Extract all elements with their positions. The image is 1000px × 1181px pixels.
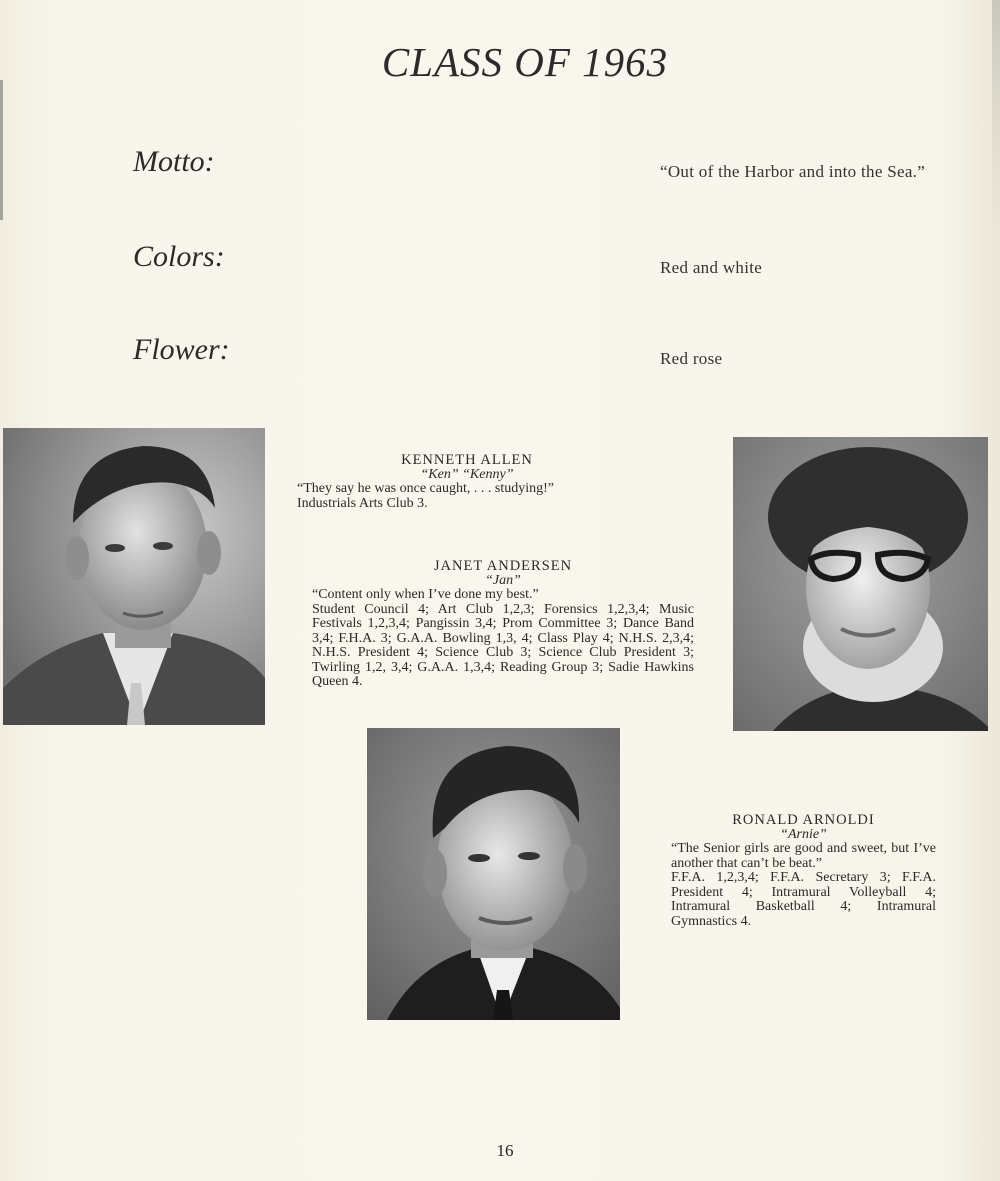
binding-mark [0,80,3,220]
senior-name: KENNETH ALLEN [401,452,533,468]
senior-entry [312,559,694,690]
senior-portrait-photo [3,428,265,725]
senior-quote: “They say he was once caught, . . . studying!” [297,481,554,496]
senior-activities: Industrials Arts Club 3. [297,495,428,511]
flower-value: Red rose [660,349,723,368]
colors-value: Red and white [660,258,763,277]
motto-label: Motto: [133,145,215,178]
page-edge [992,0,1000,1181]
flower-label: Flower: [133,333,230,366]
senior-quote: “The Senior girls are good and sweet, but I’ve another that can’t be beat.” [671,841,936,871]
senior-nickname: “Jan” [485,572,521,588]
page-number: 16 [496,1141,514,1160]
page-title: CLASS OF 1963 [381,39,669,85]
senior-entry [671,813,936,929]
senior-entry [297,453,637,511]
senior-portrait-photo [733,437,988,731]
motto-value: “Out of the Harbor and into the Sea.” [660,162,926,181]
senior-quote: “Content only when I’ve done my best.” [312,587,539,602]
senior-activities: F.F.A. 1,2,3,4; F.F.A. Secretary 3; F.F.A. President 4; Intramural Volleyball 4; Intramural Basketball 4; Intramural Gymnastics 4. [671,870,936,929]
senior-name: RONALD ARNOLDI [732,812,875,828]
senior-activities: Student Council 4; Art Club 1,2,3; Forensics 1,2,3,4; Music Festivals 1,2,3,4; Pangissin 3,4; Prom Committee 3; Dance Band 3,4; F.H.A. 3; G.A.A. Bowling 1,3, 4; Class Play 4; N.H.S. 2,3,4; N.H.S. President 4; Science Club 3; Science Club President 3; Twirling 1,2, 3,4; G.A.A. 1,3,4; Reading Group 3; Sadie Hawkins Queen 4. [312,601,694,689]
senior-portrait-photo [367,728,620,1020]
senior-name: JANET ANDERSEN [433,558,573,574]
colors-label: Colors: [133,240,225,273]
senior-nickname: “Ken” “Kenny” [420,466,514,482]
senior-nickname: “Arnie” [780,826,827,842]
